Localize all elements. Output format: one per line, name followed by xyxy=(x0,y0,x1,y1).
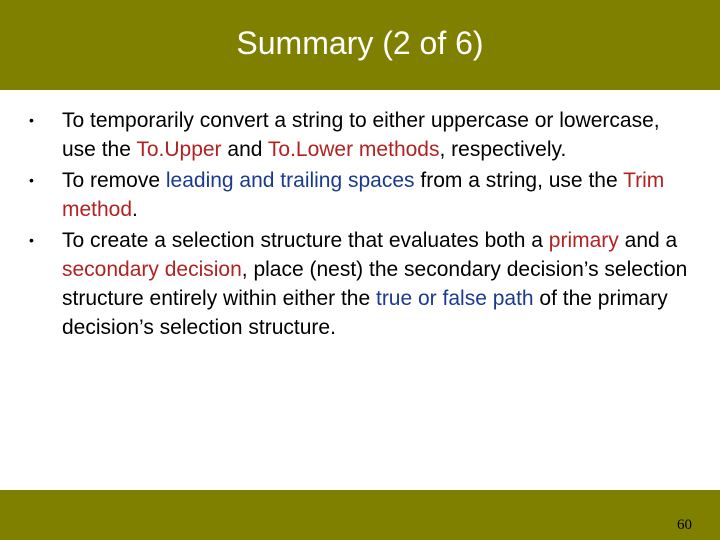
highlight-true-false-path: true or false path xyxy=(375,287,534,310)
bullet-item xyxy=(25,106,695,164)
bullet-text-segment: To create a selection structure that evaluates both a xyxy=(62,229,549,252)
bullet-text-segment: . xyxy=(132,198,138,221)
bullet-text-segment: , place (nest) the secondary decision’s selection structure entirely within either the xyxy=(62,258,688,310)
bullet-text-segment: To temporarily convert a string to either uppercase or lowercase, use the xyxy=(62,109,660,161)
highlight-tolower-methods: To.Lower methods xyxy=(267,138,440,161)
bullet-icon: • xyxy=(29,112,34,128)
footer-bar xyxy=(0,490,720,540)
highlight-leading-trailing-spaces: leading and trailing spaces xyxy=(165,169,415,192)
highlight-secondary-decision: secondary decision xyxy=(62,258,242,281)
highlight-toupper: To.Upper xyxy=(136,138,222,161)
bullet-icon: • xyxy=(29,172,34,188)
bullet-icon: • xyxy=(29,232,34,248)
highlight-primary: primary xyxy=(548,229,619,252)
bullet-text-segment: To remove xyxy=(62,169,166,192)
slide-title: Summary (2 of 6) xyxy=(236,24,484,61)
highlight-trim-method: Trim method xyxy=(62,169,665,221)
bullet-text-segment: and a xyxy=(618,229,678,252)
page-number: 60 xyxy=(677,517,692,533)
bullet-item xyxy=(25,166,695,224)
bullet-list xyxy=(25,106,695,344)
bullet-text-segment: from a string, use the xyxy=(414,169,624,192)
bullet-text-segment: , respectively. xyxy=(439,138,567,161)
bullet-item xyxy=(25,226,695,342)
title-bar xyxy=(0,0,720,90)
bullet-text-segment: of the primary decision’s selection structure. xyxy=(62,287,668,339)
bullet-text-segment: and xyxy=(221,138,268,161)
